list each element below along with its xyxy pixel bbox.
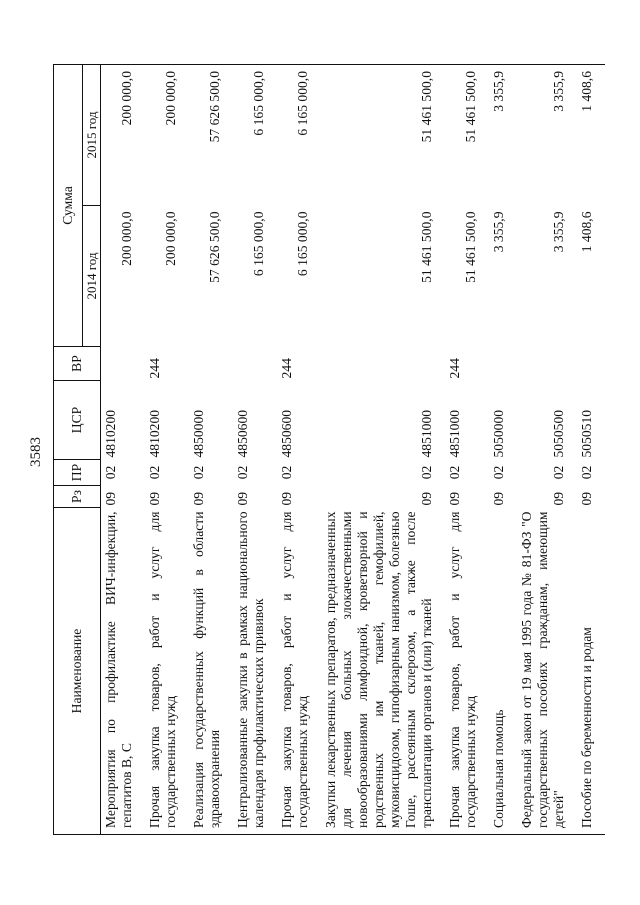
- row-csr: 4851000: [419, 409, 434, 458]
- row-name: Социальная помощь: [489, 508, 517, 835]
- row-csr: 5050510: [579, 409, 594, 458]
- row-sum-2015: 6 165 000,0: [277, 65, 321, 206]
- row-csr: 4851000: [447, 409, 462, 458]
- row-rz: 09: [279, 491, 294, 506]
- row-sum-2015: 3 355,9: [489, 65, 517, 206]
- row-csr: 4850000: [191, 409, 206, 458]
- row-sum-2014: 3 355,9: [491, 211, 506, 253]
- row-sum-2015: 51 461 500,0: [445, 65, 489, 206]
- row-vr: [489, 347, 517, 381]
- row-rz: 09: [235, 491, 250, 506]
- row-rz: 09: [147, 491, 162, 506]
- row-name: Пособие по беременности и родам: [577, 508, 605, 835]
- row-csr: 5050000: [491, 409, 506, 458]
- row-sum-2015: 200 000,0: [145, 65, 189, 206]
- row-vr: [517, 347, 577, 381]
- header-name: Наименование: [54, 508, 101, 835]
- budget-table: [53, 64, 605, 835]
- table-row: [101, 65, 146, 835]
- row-rz: 09: [191, 491, 206, 506]
- row-name: Реализация государственных функций в области здравоохранения: [189, 508, 233, 835]
- row-name: Мероприятия по профилактике ВИЧ-инфекции, гепатитов В, С: [101, 508, 146, 835]
- row-sum-2015: 200 000,0: [101, 65, 146, 206]
- row-sum-2014: 1 408,6: [579, 211, 594, 253]
- row-rz: 09: [103, 491, 118, 506]
- row-pr: 02: [235, 465, 250, 480]
- row-csr: 4810200: [147, 409, 162, 458]
- row-pr: 02: [579, 465, 594, 480]
- table-row: [489, 65, 517, 835]
- row-csr: 5050500: [551, 409, 566, 458]
- row-name: Прочая закупка товаров, работ и услуг для государственных нужд: [145, 508, 189, 835]
- table-row: [445, 65, 489, 835]
- row-rz: 09: [579, 491, 594, 506]
- row-name: Прочая закупка товаров, работ и услуг для государственных нужд: [445, 508, 489, 835]
- row-pr: 02: [551, 465, 566, 480]
- row-vr: [101, 347, 146, 381]
- row-name: Федеральный закон от 19 мая 1995 года № 81-ФЗ "О государственных пособиях гражданам, имеющим детей": [517, 508, 577, 835]
- row-vr: [233, 347, 277, 381]
- row-rz: 09: [551, 491, 566, 506]
- table-row: [517, 65, 577, 835]
- row-vr: [321, 347, 445, 381]
- table-row: [233, 65, 277, 835]
- row-pr: 02: [147, 465, 162, 480]
- header-csr: ЦСР: [54, 381, 101, 460]
- header-vr: ВР: [54, 347, 101, 381]
- row-sum-2015: 1 408,6: [577, 65, 605, 206]
- row-sum-2014: 57 626 500,0: [207, 211, 222, 283]
- header-pr: ПР: [54, 460, 101, 486]
- row-name: Прочая закупка товаров, работ и услуг для государственных нужд: [277, 508, 321, 835]
- row-csr: 4810200: [103, 409, 118, 458]
- row-vr: [189, 347, 233, 381]
- header-sum: Сумма: [54, 65, 83, 347]
- table-row: [577, 65, 605, 835]
- row-name: Закупки лекарственных препаратов, предназначенных для лечения больных злокачественными новообразованиями лимфоидной, кроветворной и родственных им тканей, гемофилией, муковисцидозом, гипофизарным нанизмом, болезнью Гоше, рассеянным склерозом, а также после трансплантации органов и (или) тканей: [321, 508, 445, 835]
- row-sum-2014: 200 000,0: [119, 211, 134, 266]
- header-year-2015: 2015 год: [83, 65, 101, 206]
- table-row: [277, 65, 321, 835]
- table-row: [189, 65, 233, 835]
- table-row: [145, 65, 189, 835]
- row-rz: 09: [447, 491, 462, 506]
- row-pr: 02: [447, 465, 462, 480]
- row-sum-2014: 51 461 500,0: [419, 211, 434, 283]
- row-sum-2015: 51 461 500,0: [321, 65, 445, 206]
- row-rz: 09: [419, 491, 434, 506]
- table-row: [321, 65, 445, 835]
- row-sum-2014: 3 355,9: [551, 211, 566, 253]
- row-vr: 244: [279, 358, 294, 379]
- row-csr: 4850600: [279, 409, 294, 458]
- row-sum-2014: 6 165 000,0: [295, 211, 310, 277]
- header-year-2014: 2014 год: [83, 206, 101, 347]
- page-number: 3583: [28, 437, 44, 467]
- row-sum-2014: 200 000,0: [163, 211, 178, 266]
- row-sum-2015: 6 165 000,0: [233, 65, 277, 206]
- header-rz: Рз: [54, 486, 101, 508]
- row-pr: 02: [279, 465, 294, 480]
- row-csr: 4850600: [235, 409, 250, 458]
- row-sum-2014: 6 165 000,0: [251, 211, 266, 277]
- row-pr: 02: [191, 465, 206, 480]
- row-vr: [577, 347, 605, 381]
- row-vr: 244: [147, 358, 162, 379]
- row-vr: 244: [447, 358, 462, 379]
- row-name: Централизованные закупки в рамках национального календаря профилактических прививок: [233, 508, 277, 835]
- row-rz: 09: [491, 491, 506, 506]
- row-pr: 02: [103, 465, 118, 480]
- row-sum-2014: 51 461 500,0: [463, 211, 478, 283]
- row-pr: 02: [419, 465, 434, 480]
- row-sum-2015: 3 355,9: [517, 65, 577, 206]
- row-sum-2015: 57 626 500,0: [189, 65, 233, 206]
- row-pr: 02: [491, 465, 506, 480]
